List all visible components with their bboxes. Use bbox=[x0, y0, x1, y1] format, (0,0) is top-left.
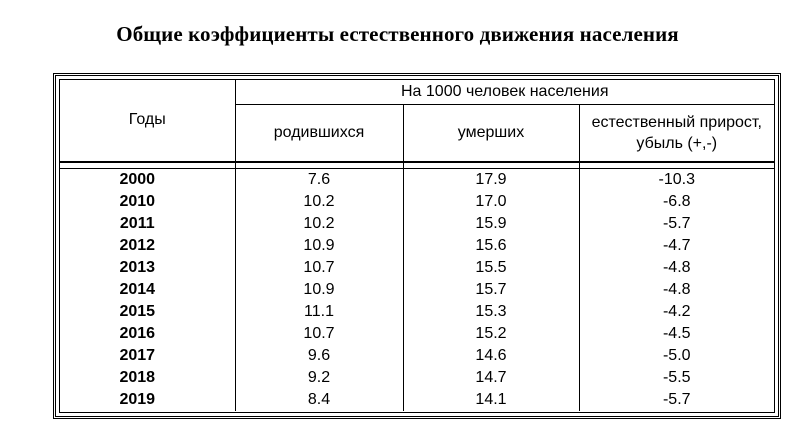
cell-growth: -4.5 bbox=[662, 325, 691, 342]
cell-births: 10.9 bbox=[235, 235, 403, 257]
cell-births: 10.9 bbox=[235, 279, 403, 301]
header-growth-line1: естественный прирост, bbox=[591, 114, 762, 131]
cell-deaths: 15.9 bbox=[403, 213, 579, 235]
cell-deaths: 14.7 bbox=[403, 367, 579, 389]
table-row bbox=[60, 213, 774, 235]
table-row bbox=[60, 257, 774, 279]
table-header bbox=[60, 80, 774, 162]
cell-year: 2017 bbox=[60, 345, 235, 367]
table-row bbox=[60, 389, 774, 411]
cell-year: 2019 bbox=[60, 389, 235, 411]
cell-deaths: 17.0 bbox=[403, 191, 579, 213]
natural-movement-table bbox=[60, 80, 774, 411]
cell-growth: -4.7 bbox=[662, 237, 691, 254]
table-body bbox=[60, 162, 774, 411]
header-years: Годы bbox=[60, 80, 235, 162]
table-row bbox=[60, 169, 774, 192]
cell-year: 2018 bbox=[60, 367, 235, 389]
cell-deaths: 14.6 bbox=[403, 345, 579, 367]
cell-births: 10.2 bbox=[235, 191, 403, 213]
cell-births: 11.1 bbox=[235, 301, 403, 323]
cell-growth: -4.8 bbox=[662, 281, 691, 298]
table-row bbox=[60, 301, 774, 323]
cell-growth: -6.8 bbox=[662, 193, 691, 210]
cell-growth: -4.2 bbox=[662, 303, 691, 320]
cell-year: 2011 bbox=[60, 213, 235, 235]
table-row bbox=[60, 235, 774, 257]
cell-deaths: 15.6 bbox=[403, 235, 579, 257]
cell-births: 9.6 bbox=[235, 345, 403, 367]
cell-deaths: 15.2 bbox=[403, 323, 579, 345]
table-frame bbox=[53, 73, 781, 419]
cell-year: 2016 bbox=[60, 323, 235, 345]
header-group: На 1000 человек населения bbox=[235, 80, 774, 105]
cell-growth: -10.3 bbox=[658, 171, 695, 188]
table-row bbox=[60, 191, 774, 213]
cell-year: 2012 bbox=[60, 235, 235, 257]
cell-deaths: 15.3 bbox=[403, 301, 579, 323]
table-row bbox=[60, 367, 774, 389]
cell-growth: -5.0 bbox=[662, 347, 691, 364]
cell-growth: -5.5 bbox=[662, 369, 691, 386]
cell-deaths: 15.7 bbox=[403, 279, 579, 301]
cell-deaths: 15.5 bbox=[403, 257, 579, 279]
table-row bbox=[60, 323, 774, 345]
table-row bbox=[60, 279, 774, 301]
cell-year: 2013 bbox=[60, 257, 235, 279]
cell-growth: -5.7 bbox=[662, 391, 691, 408]
cell-deaths: 14.1 bbox=[403, 389, 579, 411]
header-deaths: умерших bbox=[403, 105, 579, 163]
cell-growth: -5.7 bbox=[662, 215, 691, 232]
cell-births: 10.7 bbox=[235, 323, 403, 345]
table-row bbox=[60, 345, 774, 367]
cell-births: 10.7 bbox=[235, 257, 403, 279]
cell-growth: -4.8 bbox=[662, 259, 691, 276]
cell-year: 2010 bbox=[60, 191, 235, 213]
header-births: родившихся bbox=[235, 105, 403, 163]
cell-births: 7.6 bbox=[235, 169, 403, 192]
page-title: Общие коэффициенты естественного движения населения bbox=[116, 22, 679, 46]
header-growth bbox=[579, 105, 774, 163]
header-growth-line2: убыль (+,-) bbox=[636, 135, 718, 152]
cell-births: 8.4 bbox=[235, 389, 403, 411]
cell-deaths: 17.9 bbox=[403, 169, 579, 192]
cell-year: 2014 bbox=[60, 279, 235, 301]
cell-births: 10.2 bbox=[235, 213, 403, 235]
cell-year: 2015 bbox=[60, 301, 235, 323]
cell-births: 9.2 bbox=[235, 367, 403, 389]
cell-year: 2000 bbox=[60, 169, 235, 192]
